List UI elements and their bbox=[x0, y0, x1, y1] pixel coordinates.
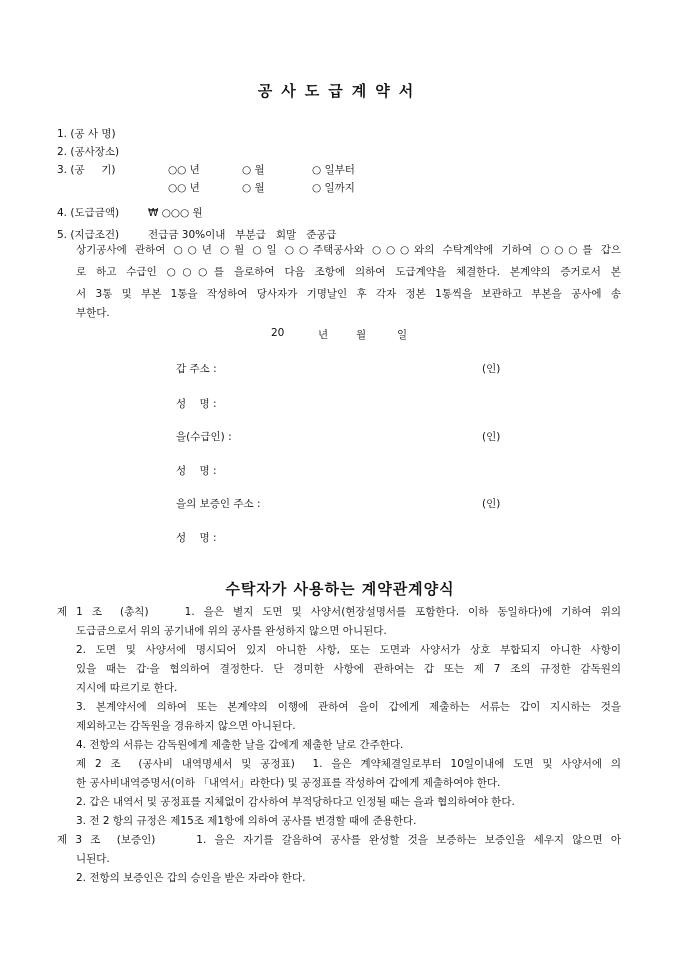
section-subtitle: 수탁자가 사용하는 계약관계양식 bbox=[225, 580, 455, 598]
date-day-label: 일 bbox=[397, 329, 408, 341]
period-end-year: ○○ 년 bbox=[168, 182, 200, 194]
contract-amount-value: ₩ ○○○ 원 bbox=[148, 207, 203, 219]
document-title: 공사도급계약서 bbox=[257, 82, 423, 100]
article-2-line-3: 2. 갑은 내역서 및 공정표를 지체없이 감사하여 부적당하다고 인정될 때는 을과 협의하여야 한다. bbox=[76, 796, 515, 808]
article-2-line-1: 제 2 조 (공사비 내역명세서 및 공정표) 1. 을은 계약체결일로부터 10일이내에 도면 및 사양서에 의 bbox=[76, 758, 621, 770]
item-contract-amount-label: 4. (도급금액) bbox=[57, 207, 120, 219]
article-1-line-7: 제외하고는 감독원을 경유하지 않으면 아니된다. bbox=[76, 720, 296, 732]
seal-mark-2: (인) bbox=[482, 431, 501, 443]
article-1-line-3: 2. 도면 및 사양서에 명시되어 있지 아니한 사항, 또는 도면과 사양서가 상호 부합되지 아니한 사항이 bbox=[76, 644, 621, 656]
article-1-line-8: 4. 전항의 서류는 감독원에게 제출한 날을 갑에게 제출한 날로 간주한다. bbox=[76, 739, 404, 751]
intro-line-1: 상기공사에 관하여 ○○년 ○월 ○일 ○○주택공사와 ○○○와의 수탁계약에 기하여 ○○○를 갑으 bbox=[76, 244, 621, 256]
date-year: 20 bbox=[271, 327, 285, 339]
item-period-label: 3. (공 기) bbox=[57, 164, 116, 176]
date-year-label: 년 bbox=[318, 329, 329, 341]
article-1-line-2: 도급금으로서 위의 공기내에 위의 공사를 완성하지 않으면 아니된다. bbox=[76, 625, 387, 637]
item-project-name: 1. (공 사 명) bbox=[57, 128, 116, 140]
article-1-line-1: 제 1 조 (총칙) 1. 을은 별지 도면 및 사양서(현장설명서를 포함한다. 이하 동일하다)에 기하여 위의 bbox=[57, 606, 621, 618]
article-3-line-2: 니된다. bbox=[76, 853, 110, 865]
item-payment-terms-label: 5. (지급조건) bbox=[57, 229, 120, 241]
gap-name-label: 성 명 : bbox=[176, 398, 217, 410]
period-start-day: ○ 일부터 bbox=[312, 164, 355, 176]
article-2-line-4: 3. 전 2 항의 규정은 제15조 제1항에 의하여 공사를 변경할 때에 준용한다. bbox=[76, 815, 417, 827]
eul-name-label: 성 명 : bbox=[176, 465, 217, 477]
article-2-line-2: 한 공사비내역증명서(이하 「내역서」라한다) 및 공정표를 작성하여 갑에게 제출하여야 한다. bbox=[76, 777, 501, 789]
guarantor-name-label: 성 명 : bbox=[176, 532, 217, 544]
gap-address-label: 갑 주소 : bbox=[176, 363, 217, 375]
article-1-line-5: 지시에 따르기로 한다. bbox=[76, 682, 178, 694]
seal-mark-1: (인) bbox=[482, 363, 501, 375]
guarantor-address-label: 을의 보증인 주소 : bbox=[176, 498, 261, 510]
article-3-line-3: 2. 전항의 보증인은 갑의 승인을 받은 자라야 한다. bbox=[76, 872, 306, 884]
article-1-line-6: 3. 본계약서에 의하여 또는 본계약의 이행에 관하여 을이 갑에게 제출하는 서류는 갑이 지시하는 것을 bbox=[76, 701, 621, 713]
period-start-month: ○ 월 bbox=[242, 164, 265, 176]
item-project-site: 2. (공사장소) bbox=[57, 146, 120, 158]
period-end-day: ○ 일까지 bbox=[312, 182, 355, 194]
article-3-line-1: 제 3 조 (보증인) 1. 을은 자기를 갈음하여 공사를 완성할 것을 보증하는 보증인을 세우지 않으면 아 bbox=[57, 834, 621, 846]
payment-terms-value: 전급금 30%이내 부분급 회말 준공급 bbox=[148, 229, 337, 241]
period-start-year: ○○ 년 bbox=[168, 164, 200, 176]
article-1-line-4: 있을 때는 갑·을 협의하여 결정한다. 단 경미한 사항에 관하여는 갑 또는 제 7 조의 규정한 감독원의 bbox=[76, 663, 621, 675]
eul-contractor-label: 을(수급인) : bbox=[176, 431, 232, 443]
period-end-month: ○ 월 bbox=[242, 182, 265, 194]
date-month-label: 월 bbox=[356, 329, 367, 341]
intro-line-2: 로 하고 수급인 ○○○를 을로하여 다음 조항에 의하여 도급계약을 체결한다. 본계약의 증거로서 본 bbox=[76, 266, 621, 278]
intro-line-4: 부한다. bbox=[76, 307, 110, 319]
intro-line-3: 서 3통 및 부본 1통을 작성하여 당사자가 기명날인 후 각자 정본 1통씩을 보관하고 부본을 공사에 송 bbox=[76, 288, 621, 300]
seal-mark-3: (인) bbox=[482, 498, 501, 510]
